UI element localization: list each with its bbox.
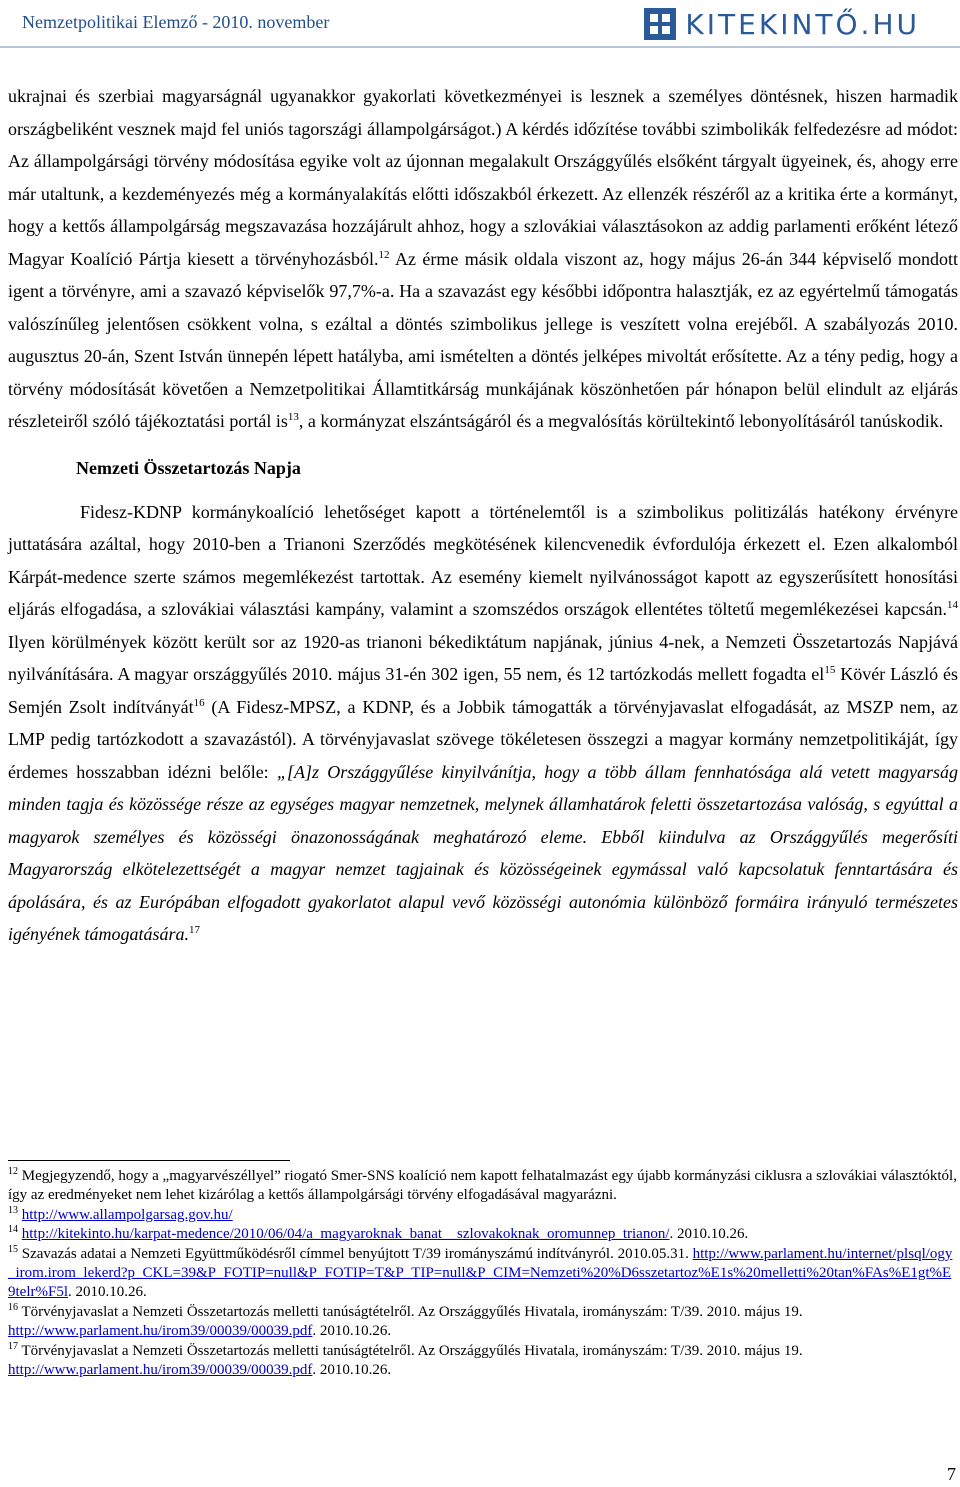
footnote-date: . 2010.10.26. [312,1362,392,1379]
footnote-12 [8,1167,958,1206]
footnote-number: 15 [8,1243,18,1255]
header-divider [0,46,960,48]
footnote-ref-14[interactable]: 14 [947,599,958,611]
kitekinto-logo [643,6,920,42]
footnote-number: 16 [8,1301,18,1313]
paragraph-text: (A Fidesz-MPSZ, a KDNP, és a Jobbik támogatták a törvényjavaslat elfogadását, az MSZP nem, az LMP pedig tartózkodott a szavazástól). A törvényjavaslat szövege tökéletesen összegzi a magyar kormány nemzetpolitikáját, így érdemes hosszabban idézni belőle: [8,696,958,782]
footnote-ref-15[interactable]: 15 [824,664,836,676]
footnote-ref-13[interactable]: 13 [287,411,299,423]
footnote-date: . 2010.10.26. [669,1226,749,1243]
footnote-13 [8,1206,958,1225]
footnote-number: 17 [8,1340,18,1352]
logo-text: KITEKINTŐ.HU [685,7,920,41]
footnote-number: 13 [8,1204,18,1216]
footnotes [8,1167,958,1380]
footnote-divider [8,1160,290,1161]
paragraph-text: ukrajnai és szerbiai magyarságnál ugyanakkor gyakorlati következményei is lesznek a személyes döntésnek, hiszen harmadik országbeliként vesznek majd fel uniós tagországi állampolgárságot.) A kérdés időzítése további szimbolikák felfedezésre ad módot: Az állampolgársági törvény módosítása egyike volt az újonnan megalakult Országgyűlés elsőként tárgyalt ügyeinek, és, ahogy erre már utaltunk, a kezdeményezés még a kormányalakítás előtti időszakból érkezett. Az ellenzék részéről az a kritika érte a kormányt, hogy a kettős állampolgárság megszavazása hozzájárult ahhoz, hogy a szlovákiai választásokon az addig parlamenti erőként létező Magyar Koalíció Pártja kiesett a törvényhozásból. [8,86,958,269]
paragraph-2 [8,496,958,951]
footnote-link[interactable]: http://www.parlament.hu/irom39/00039/00039.pdf [8,1362,313,1379]
header-title: Nemzetpolitikai Elemző - 2010. november [22,12,330,32]
footnote-ref-16[interactable]: 16 [193,696,205,709]
footnote-link[interactable]: http://www.parlament.hu/internet/plsql/ogy_irom.irom_lekerd?p_CKL=39&P_FOTIP=null&P_FOTIP=T&P_TIP=null&P_CIM=Nemzeti%20%D6sszetartoz%E1s%20melletti%20tan%FAs%E1gt%E9telr%F5l [8,1245,953,1301]
quotation: „[A]z Országgyűlése kinyilvánítja, hogy a több állam fennhatósága alá vetett magyarság minden tagja és közössége része az egységes magyar nemzetnek, melynek államhatárok feletti összetartozása valóság, s egyúttal a magyarok személyes és közösségi önazonosságának meghatározó eleme. Ebből kiindulva az Országgyűlés megerősíti Magyarország elkötelezettségét a magyar nemzet tagjainak és közösségeinek egymással való kapcsolatuk fenntartására és ápolására, és az Európában elfogadott gyakorlatot alapul vevő közösségi autonómia különböző formáira irányuló természetes igényének támogatására. [8,761,958,944]
footnote-link[interactable]: http://www.parlament.hu/irom39/00039/00039.pdf [8,1323,313,1340]
paragraph-text: Az érme másik oldala viszont az, hogy május 26-án 344 képviselő mondott igent a törvényre, ami a szavazó képviselők 97,7%-a. Ha a szavazást egy későbbi időpontra halasztják, ez az egyértelmű támogatás valószínűleg jelentősen csökkent volna, s ezáltal a döntés szimbolikus jellege is veszített volna erejéből. A szabályozás 2010. augusztus 20-án, Szent István ünnepén lépett hatályba, ami ismételten a döntés jelképes mivoltát erősítette. Az a tény pedig, hogy a törvény módosítását követően a Nemzetpolitikai Államtitkárság munkájának köszönhetően pár hónapon belül elindult az eljárás részleteiről szóló tájékoztatási portál is [8,248,958,431]
footnote-ref-17[interactable]: 17 [188,924,200,936]
footnote-text: Megjegyzendő, hogy a „magyarvészéllyel” riogató Smer-SNS koalíció nem kapott felhatalmazást egy újabb kormányzási ciklusra a szlovákiai választóktól, így az eredményeket nem lehet kizárólag a kettős állampolgársági törvény elfogadásával magyarázni. [8,1168,957,1204]
page-header [0,0,960,46]
footnote-date: . 2010.10.26. [68,1284,147,1301]
footnote-17 [8,1342,958,1381]
kitekinto-logo-icon [643,7,677,41]
paragraph-text: Fidesz-KDNP kormánykoalíció lehetőséget kapott a történelemtől is a szimbolikus politizálás hatékony érvényre juttatására azáltal, hogy 2010-ben a Trianoni Szerződés megkötésének kilencvenedik évfordulója érkezett el. Ezen alkalomból Kárpát-medence szerte számos megemlékezést tartottak. Az esemény kiemelt nyilvánosságot kapott az egyszerűsített honosítási eljárás elfogadása, a szlovákiai választási kampány, valamint a szomszédos országok ellentétes töltetű megemlékezései kapcsán. [8,501,958,619]
footnote-16 [8,1303,958,1342]
footnote-text: Törvényjavaslat a Nemzeti Összetartozás melletti tanúságtételről. Az Országgyűlés Hivatala, irományszám: T/39. 2010. május 19. [18,1342,803,1359]
paragraph-text: Kövér László és Semjén Zsolt indítványát [8,664,958,717]
paragraph-text: Ilyen körülmények között került sor az 1920-as trianoni békediktátum napjának, június 4-nek, a Nemzeti Összetartozás Napjává nyilvánítására. A magyar országgyűlés 2010. május 31-én 302 igen, 55 nem, és 12 tartózkodás mellett fogadta el [8,631,958,684]
footnote-text: Törvényjavaslat a Nemzeti Összetartozás melletti tanúságtételről. Az Országgyűlés Hivatala, irományszám: T/39. 2010. május 19. [18,1303,803,1320]
paragraph-1 [8,80,958,438]
footnote-date: . 2010.10.26. [312,1323,392,1340]
footnote-link[interactable]: http://kitekinto.hu/karpat-medence/2010/06/04/a_magyaroknak_banat__szlovakoknak_oromunnep_trianon/ [21,1226,670,1243]
paragraph-text: , a kormányzat elszántságáról és a megvalósítás körültekintő lebonyolításáról tanúskodik. [298,411,944,431]
footnote-number: 12 [8,1166,18,1177]
section-heading: Nemzeti Összetartozás Napja [76,457,301,478]
footnote-14 [8,1225,958,1244]
footnote-number: 14 [8,1224,18,1236]
page-number: 7 [947,1464,956,1484]
footnote-link[interactable]: http://www.allampolgarsag.gov.hu/ [21,1206,233,1223]
footnote-text: Szavazás adatai a Nemzeti Együttműködésről címmel benyújtott T/39 irományszámú indítványról. 2010.05.31. [18,1245,689,1262]
footnote-ref-12[interactable]: 12 [378,248,390,261]
article-body [8,80,958,951]
footnote-15 [8,1245,958,1303]
